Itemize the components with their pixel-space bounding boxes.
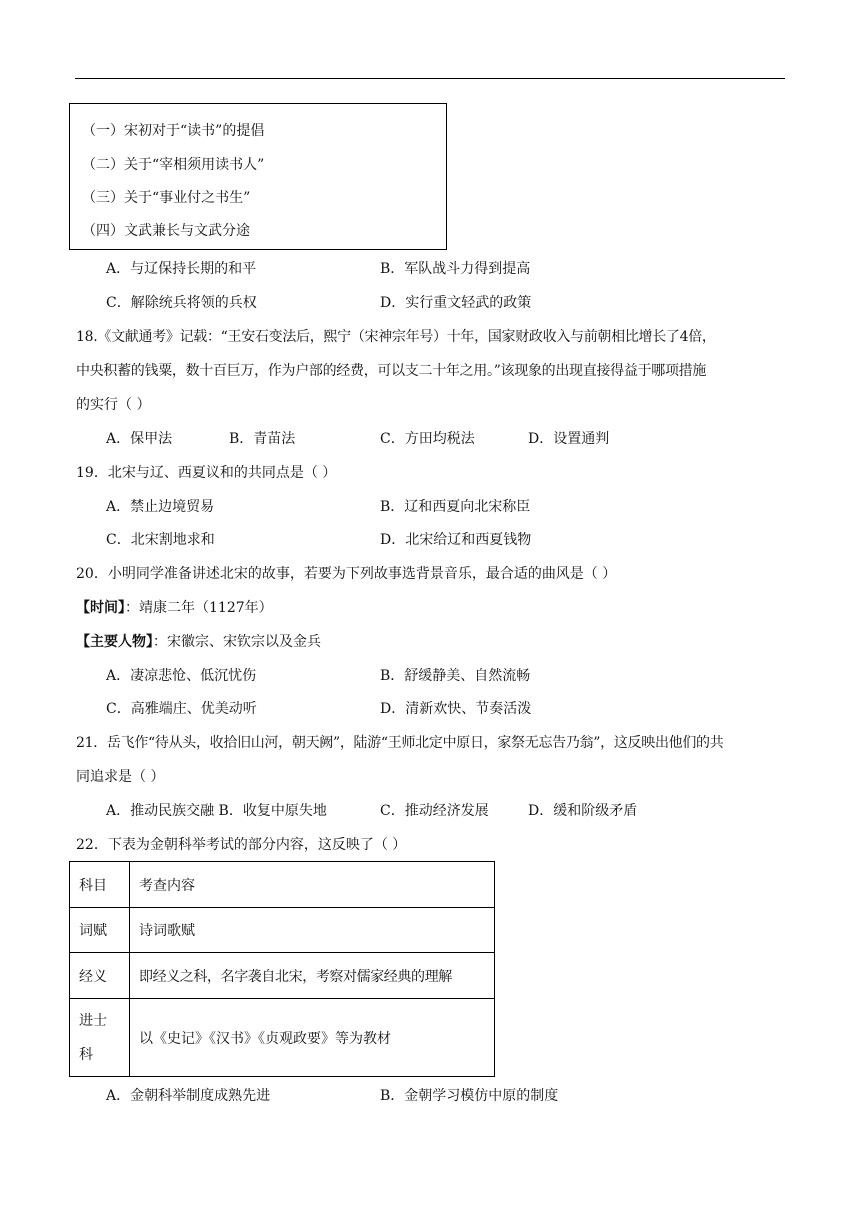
table-cell: 以《史记》《汉书》《贞观政要》等为教材 bbox=[130, 999, 495, 1077]
q20-time-value: ：靖康二年（1127年） bbox=[125, 600, 273, 616]
q22-option-a[interactable]: A．金朝科举制度成熟先进 bbox=[106, 1088, 271, 1104]
table-row bbox=[70, 862, 495, 908]
q18-option-b[interactable]: B．青苗法 bbox=[229, 431, 296, 447]
table-cell: 经义 bbox=[70, 953, 130, 999]
table-cell: 诗词歌赋 bbox=[130, 908, 495, 953]
box-line: （二）关于“宰相须用读书人” bbox=[82, 157, 265, 173]
q18-stem-line2: 中央积蓄的钱粟，数十百巨万，作为户部的经费，可以支二十年之用。”该现象的出现直接得益于哪项措施 bbox=[76, 363, 707, 379]
q19-option-a[interactable]: A．禁止边境贸易 bbox=[106, 499, 215, 515]
q21-option-c[interactable]: C．推动经济发展 bbox=[380, 803, 489, 819]
box-line: （三）关于“事业付之书生” bbox=[82, 190, 251, 206]
q19-option-b[interactable]: B．辽和西夏向北宋称臣 bbox=[380, 499, 531, 515]
table-cell: 科目 bbox=[70, 862, 130, 908]
q17-option-a[interactable]: A．与辽保持长期的和平 bbox=[106, 261, 257, 277]
box-line: （四）文武兼长与文武分途 bbox=[82, 223, 250, 239]
q19-stem: 19．北宋与辽、西夏议和的共同点是（ ） bbox=[76, 465, 337, 481]
q19-option-d[interactable]: D．北宋给辽和西夏钱物 bbox=[380, 532, 532, 548]
table-row bbox=[70, 953, 495, 999]
q18-option-d[interactable]: D．设置通判 bbox=[528, 431, 610, 447]
q20-option-a[interactable]: A．凄凉悲怆、低沉忧伤 bbox=[106, 668, 257, 684]
q21-stem-line2: 同追求是（ ） bbox=[76, 769, 165, 785]
q20-option-d[interactable]: D．清新欢快、节奏活泼 bbox=[380, 701, 532, 717]
source-material-box bbox=[69, 103, 447, 250]
header-rule bbox=[75, 78, 785, 79]
q18-option-a[interactable]: A．保甲法 bbox=[106, 431, 173, 447]
q21-option-d[interactable]: D．缓和阶级矛盾 bbox=[528, 803, 638, 819]
q20-option-b[interactable]: B．舒缓静美、自然流畅 bbox=[380, 668, 531, 684]
q20-option-c[interactable]: C．高雅端庄、优美动听 bbox=[106, 701, 257, 717]
q22-stem: 22．下表为金朝科举考试的部分内容，这反映了（ ） bbox=[76, 837, 407, 853]
q17-option-d[interactable]: D．实行重文轻武的政策 bbox=[380, 295, 532, 311]
q17-option-c[interactable]: C．解除统兵将领的兵权 bbox=[106, 295, 257, 311]
q20-time bbox=[76, 598, 273, 618]
table-cell: 即经义之科，名字袭自北宋，考察对儒家经典的理解 bbox=[130, 953, 495, 999]
q18-stem-line1: 18.《文献通考》记载：“王安石变法后，熙宁（宋神宗年号）十年，国家财政收入与前朝相比增长了4倍， bbox=[76, 329, 716, 345]
exam-content-table bbox=[69, 861, 495, 1077]
q21-stem-line1: 21．岳飞作“待从头，收拾旧山河，朝天阙”，陆游“王师北定中原日，家祭无忘告乃翁”，这反映出他们的共 bbox=[76, 735, 724, 751]
q18-stem-line3: 的实行（ ） bbox=[76, 397, 151, 413]
q17-option-b[interactable]: B．军队战斗力得到提高 bbox=[380, 261, 531, 277]
table-cell: 进士科 bbox=[70, 999, 130, 1077]
q20-time-label: 【时间】 bbox=[76, 600, 125, 616]
box-line: （一）宋初对于“读书”的提倡 bbox=[82, 123, 265, 139]
table-cell: 考查内容 bbox=[130, 862, 495, 908]
q20-people-label: 【主要人物】 bbox=[76, 634, 153, 650]
q18-option-c[interactable]: C．方田均税法 bbox=[380, 431, 475, 447]
q21-option-ab[interactable]: A．推动民族交融 B．收复中原失地 bbox=[106, 803, 327, 819]
q19-option-c[interactable]: C．北宋割地求和 bbox=[106, 532, 215, 548]
q20-people-value: ：宋徽宗、宋钦宗以及金兵 bbox=[153, 634, 321, 650]
q20-stem: 20．小明同学准备讲述北宋的故事，若要为下列故事选背景音乐，最合适的曲风是（ ） bbox=[76, 566, 617, 582]
table-row bbox=[70, 908, 495, 953]
table-cell: 词赋 bbox=[70, 908, 130, 953]
q22-option-b[interactable]: B．金朝学习模仿中原的制度 bbox=[380, 1088, 559, 1104]
table-row bbox=[70, 999, 495, 1077]
q20-people bbox=[76, 632, 321, 652]
